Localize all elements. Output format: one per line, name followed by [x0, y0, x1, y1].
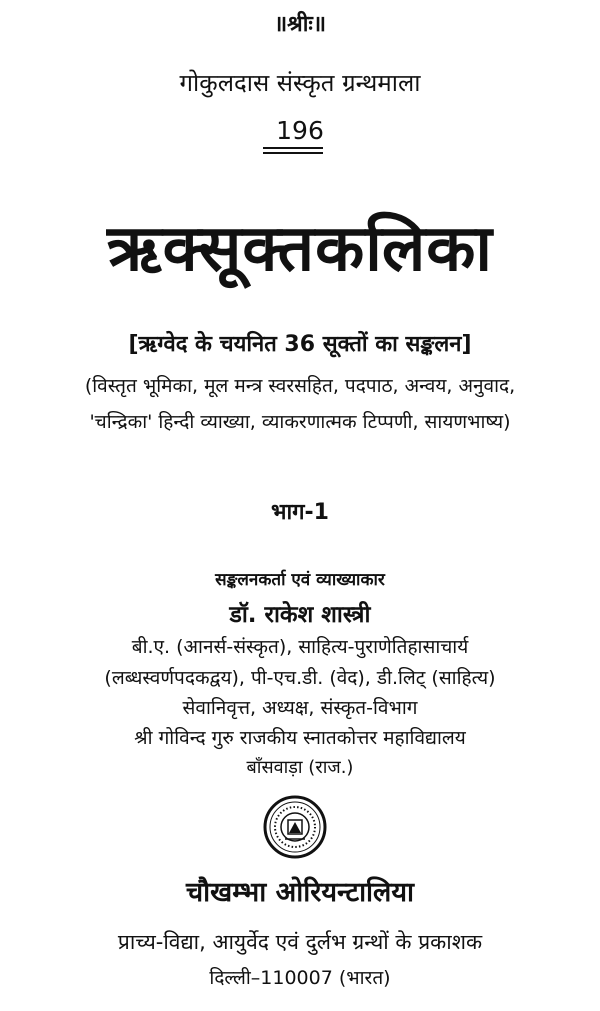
series-number: 196 [276, 116, 324, 145]
author-name: डॉ. राकेश शास्त्री [229, 602, 371, 628]
publisher-address: दिल्ली–110007 (भारत) [209, 967, 391, 989]
contents-description-line-1: (विस्तृत भूमिका, मूल मन्त्र स्वरसहित, पदपाठ, अन्वय, अनुवाद, [84, 375, 516, 397]
author-credential-1: बी.ए. (आनर्स-संस्कृत), साहित्य-पुराणेतिहासाचार्य [131, 636, 469, 658]
series-name: गोकुलदास संस्कृत ग्रन्थमाला [179, 69, 421, 97]
author-credential-5: बाँसवाड़ा (राज.) [246, 757, 354, 778]
series-number-underline-second [263, 152, 323, 154]
author-role: सङ्कलनकर्ता एवं व्याख्याकार [215, 570, 385, 590]
author-credential-3: सेवानिवृत्त, अध्यक्ष, संस्कृत-विभाग [182, 697, 418, 719]
volume-part: भाग-1 [271, 500, 329, 525]
contents-description-line-2: 'चन्द्रिका' हिन्दी व्याख्या, व्याकरणात्मक टिप्पणी, सायणभाष्य) [89, 411, 511, 433]
author-credential-2: (लब्धस्वर्णपदकद्वय), पी-एच.डी. (वेद), डी.लिट् (साहित्य) [104, 667, 496, 689]
author-credential-4: श्री गोविन्द गुरु राजकीय स्नातकोत्तर महाविद्यालय [134, 727, 466, 749]
publisher-name: चौखम्भा ओरियन्टालिया [185, 877, 415, 908]
publisher-seal-icon [263, 795, 327, 859]
book-title: ऋक्सूक्तकलिका [107, 212, 493, 286]
series-number-underline [263, 147, 323, 149]
book-subtitle: [ऋग्वेद के चयनित 36 सूक्तों का सङ्कलन] [128, 332, 472, 357]
invocation: ॥श्रीः॥ [273, 12, 327, 37]
publisher-description: प्राच्य-विद्या, आयुर्वेद एवं दुर्लभ ग्रन्थों के प्रकाशक [117, 930, 483, 954]
